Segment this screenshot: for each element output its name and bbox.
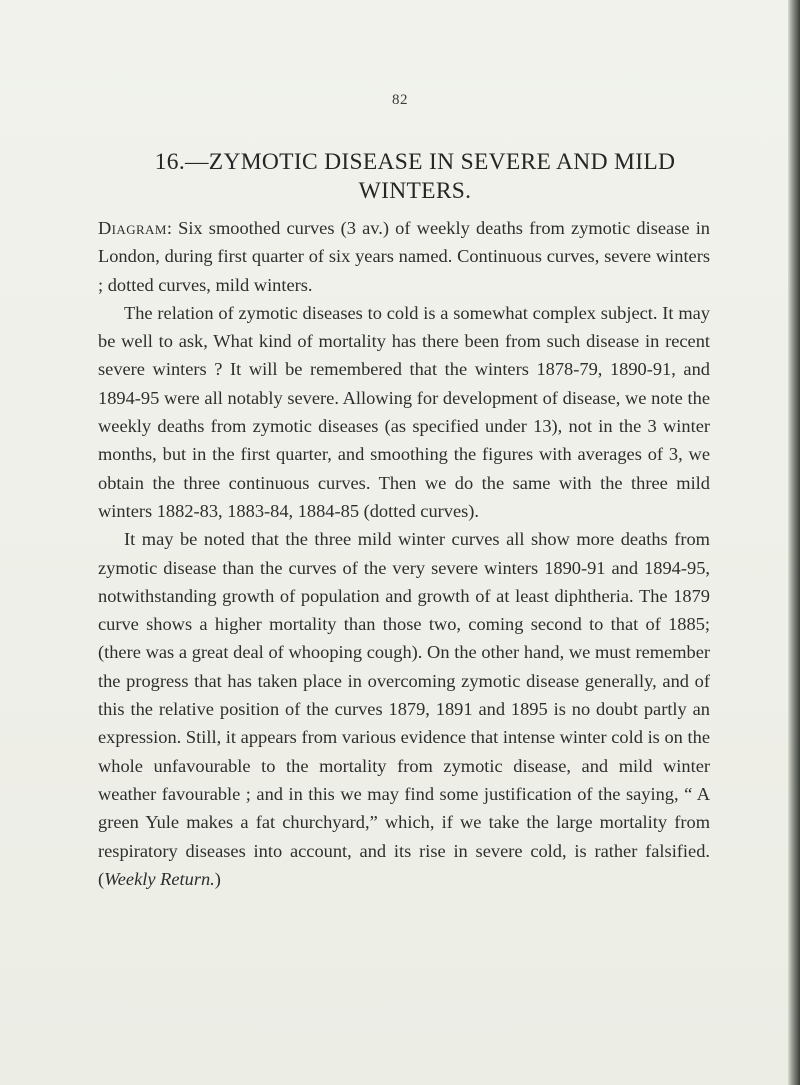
paragraph-mild-winters-text: It may be noted that the three mild winter curves all show more deaths from zymotic disease than the curves of the very severe winters 1890-91 and 1894-95, notwithstanding growth of population and growth of at least diphtheria. The 1879 curve shows a higher mortality than those two, coming second to that of 1885; (there was a great deal of whooping cough). On the other hand, we must remember the progress that has taken place in overcoming zymotic disease generally, and of this the relative position of the curves 1879, 1891 and 1895 is no doubt partly an expression. Still, it appears from various evidence that intense winter cold is on the whole unfavourable to the mortality from zymotic disease, and mild winter weather favourable ; and in this we may find some justification of the saying, “ A green Yule makes a fat churchyard,” which, if we take the large mortality from respiratory diseases into account, and its rise in severe cold, is rather falsified. <box>98 529 710 861</box>
source-citation: Weekly Return. <box>104 868 215 889</box>
source-close-paren: ) <box>214 868 221 889</box>
page-edge-shadow <box>788 0 800 1085</box>
section-title-line-1: 16.—ZYMOTIC DISEASE IN SEVERE AND MILD <box>154 149 676 175</box>
section-title <box>130 148 700 206</box>
diagram-description: : Six smoothed curves (3 av.) of weekly deaths from zymotic disease in London, during first quarter of six years named. Continuous curves, severe winters ; dotted curves, mild winters. <box>98 218 710 295</box>
diagram-caption-paragraph <box>98 214 710 299</box>
source-open-paren: ( <box>98 868 105 889</box>
diagram-label: Diagram <box>98 218 167 238</box>
section-title-line-2: WINTERS. <box>358 178 472 204</box>
body-text <box>98 214 710 893</box>
paragraph-relation: The relation of zymotic diseases to cold is a somewhat complex subject. It may be well to ask, What kind of mortality has there been from such disease in recent severe winters ? It will be remembered that the winters 1878-79, 1890-91, and 1894-95 were all notably severe. Allowing for development of disease, we note the weekly deaths from zymotic diseases (as specified under 13), not in the 3 winter months, but in the first quarter, and smoothing the figures with averages of 3, we obtain the three continuous curves. Then we do the same with the three mild winters 1882-83, 1883-84, 1884-85 (dotted curves). <box>98 302 710 521</box>
page-number: 82 <box>392 92 408 108</box>
paragraph-mild-winters <box>98 525 710 893</box>
